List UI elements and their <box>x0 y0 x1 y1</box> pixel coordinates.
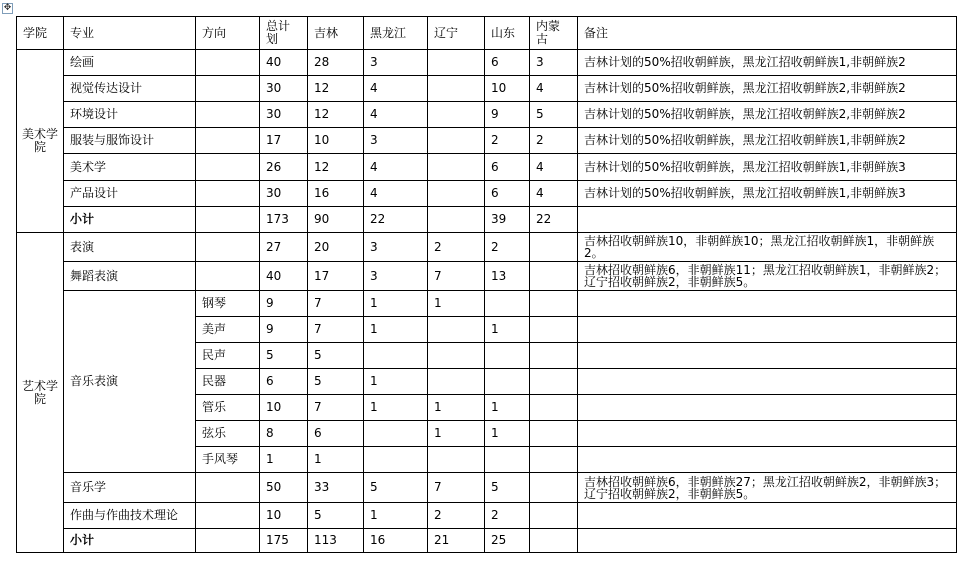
cell-note: 吉林计划的50%招收朝鲜族，黑龙江招收朝鲜族1,非朝鲜族2 <box>578 50 957 76</box>
cell-direction <box>196 128 260 154</box>
header-shandong: 山东 <box>485 17 530 50</box>
cell-jilin: 113 <box>308 529 364 553</box>
cell-total: 40 <box>260 50 308 76</box>
header-total: 总计划 <box>260 17 308 50</box>
cell-major: 作曲与作曲技术理论 <box>64 503 196 529</box>
cell-total: 30 <box>260 76 308 102</box>
cell-shandong: 2 <box>485 233 530 262</box>
cell-neimenggu <box>530 503 578 529</box>
cell-neimenggu: 4 <box>530 154 578 181</box>
cell-liaoning <box>428 343 485 369</box>
subtotal-label: 小计 <box>64 529 196 553</box>
cell-liaoning <box>428 76 485 102</box>
table-row <box>17 154 957 181</box>
cell-total: 175 <box>260 529 308 553</box>
cell-jilin: 16 <box>308 181 364 207</box>
cell-liaoning <box>428 181 485 207</box>
cell-neimenggu: 4 <box>530 181 578 207</box>
cell-shandong: 2 <box>485 503 530 529</box>
cell-total: 10 <box>260 395 308 421</box>
cell-total: 173 <box>260 207 308 233</box>
cell-note <box>578 369 957 395</box>
cell-total: 1 <box>260 447 308 473</box>
cell-heilongjiang: 1 <box>364 395 428 421</box>
cell-neimenggu: 2 <box>530 128 578 154</box>
cell-jilin: 20 <box>308 233 364 262</box>
cell-note <box>578 207 957 233</box>
cell-neimenggu <box>530 421 578 447</box>
cell-direction <box>196 154 260 181</box>
cell-neimenggu <box>530 395 578 421</box>
header-neimenggu: 内蒙古 <box>530 17 578 50</box>
cell-heilongjiang: 4 <box>364 154 428 181</box>
cell-heilongjiang: 3 <box>364 128 428 154</box>
cell-liaoning: 2 <box>428 233 485 262</box>
cell-total: 9 <box>260 317 308 343</box>
cell-heilongjiang: 5 <box>364 473 428 503</box>
cell-total: 30 <box>260 181 308 207</box>
cell-total: 40 <box>260 262 308 291</box>
cell-neimenggu <box>530 262 578 291</box>
cell-liaoning <box>428 50 485 76</box>
subtotal-row <box>17 207 957 233</box>
cell-shandong: 1 <box>485 317 530 343</box>
cell-shandong: 6 <box>485 181 530 207</box>
cell-shandong: 1 <box>485 421 530 447</box>
cell-jilin: 5 <box>308 503 364 529</box>
cell-total: 27 <box>260 233 308 262</box>
cell-jilin: 1 <box>308 447 364 473</box>
cell-note <box>578 529 957 553</box>
cell-liaoning: 7 <box>428 473 485 503</box>
cell-note <box>578 291 957 317</box>
cell-liaoning: 21 <box>428 529 485 553</box>
cell-heilongjiang: 3 <box>364 233 428 262</box>
cell-note: 吉林招收朝鲜族10，非朝鲜族10；黑龙江招收朝鲜族1，非朝鲜族2。 <box>578 233 957 262</box>
cell-heilongjiang <box>364 343 428 369</box>
college-arts: 艺术学院 <box>17 233 64 553</box>
cell-shandong: 6 <box>485 154 530 181</box>
cell-direction <box>196 50 260 76</box>
cell-note: 吉林计划的50%招收朝鲜族，黑龙江招收朝鲜族1,非朝鲜族2 <box>578 128 957 154</box>
cell-neimenggu <box>530 473 578 503</box>
cell-jilin: 17 <box>308 262 364 291</box>
cell-jilin: 12 <box>308 154 364 181</box>
cell-note: 吉林计划的50%招收朝鲜族，黑龙江招收朝鲜族2,非朝鲜族2 <box>578 102 957 128</box>
cell-major: 舞蹈表演 <box>64 262 196 291</box>
cell-neimenggu: 4 <box>530 76 578 102</box>
header-college: 学院 <box>17 17 64 50</box>
cell-note <box>578 503 957 529</box>
table-row <box>17 473 957 503</box>
subtotal-label: 小计 <box>64 207 196 233</box>
table-row <box>17 291 957 317</box>
cell-jilin: 33 <box>308 473 364 503</box>
cell-jilin: 7 <box>308 317 364 343</box>
cell-direction <box>196 529 260 553</box>
cell-neimenggu <box>530 447 578 473</box>
cell-liaoning: 7 <box>428 262 485 291</box>
cell-direction <box>196 76 260 102</box>
cell-shandong: 1 <box>485 395 530 421</box>
cell-total: 17 <box>260 128 308 154</box>
cell-neimenggu <box>530 343 578 369</box>
cell-direction <box>196 503 260 529</box>
cell-heilongjiang: 1 <box>364 369 428 395</box>
cell-jilin: 7 <box>308 291 364 317</box>
header-note: 备注 <box>578 17 957 50</box>
cell-major: 美术学 <box>64 154 196 181</box>
table-row <box>17 262 957 291</box>
cell-neimenggu <box>530 529 578 553</box>
cell-note <box>578 421 957 447</box>
cell-total: 6 <box>260 369 308 395</box>
cell-shandong: 25 <box>485 529 530 553</box>
cell-direction: 钢琴 <box>196 291 260 317</box>
table-row <box>17 233 957 262</box>
cell-liaoning <box>428 102 485 128</box>
subtotal-row <box>17 529 957 553</box>
cell-liaoning <box>428 447 485 473</box>
cell-heilongjiang: 1 <box>364 503 428 529</box>
cell-direction <box>196 102 260 128</box>
cell-direction: 民声 <box>196 343 260 369</box>
cell-liaoning <box>428 154 485 181</box>
cell-neimenggu <box>530 369 578 395</box>
cell-shandong: 39 <box>485 207 530 233</box>
cell-major: 环境设计 <box>64 102 196 128</box>
cell-direction: 管乐 <box>196 395 260 421</box>
header-direction: 方向 <box>196 17 260 50</box>
cell-major: 视觉传达设计 <box>64 76 196 102</box>
cell-jilin: 28 <box>308 50 364 76</box>
enrollment-plan-table <box>16 16 957 553</box>
cell-note: 吉林招收朝鲜族6，非朝鲜族11；黑龙江招收朝鲜族1，非朝鲜族2；辽宁招收朝鲜族2，非朝鲜族5。 <box>578 262 957 291</box>
cell-heilongjiang: 4 <box>364 181 428 207</box>
cell-note <box>578 317 957 343</box>
cell-heilongjiang <box>364 447 428 473</box>
cell-jilin: 5 <box>308 343 364 369</box>
cell-heilongjiang: 3 <box>364 262 428 291</box>
cell-major: 音乐表演 <box>64 291 196 473</box>
cell-direction <box>196 262 260 291</box>
cell-shandong: 5 <box>485 473 530 503</box>
table-row <box>17 128 957 154</box>
cell-liaoning: 2 <box>428 503 485 529</box>
cell-direction <box>196 233 260 262</box>
cell-total: 30 <box>260 102 308 128</box>
cell-total: 10 <box>260 503 308 529</box>
header-liaoning: 辽宁 <box>428 17 485 50</box>
cell-direction <box>196 473 260 503</box>
cell-neimenggu <box>530 291 578 317</box>
cell-liaoning <box>428 207 485 233</box>
cell-direction: 手风琴 <box>196 447 260 473</box>
cell-jilin: 12 <box>308 76 364 102</box>
header-heilongjiang: 黑龙江 <box>364 17 428 50</box>
table-row <box>17 76 957 102</box>
cell-major: 音乐学 <box>64 473 196 503</box>
cell-neimenggu: 22 <box>530 207 578 233</box>
cell-shandong <box>485 447 530 473</box>
cell-direction: 美声 <box>196 317 260 343</box>
cell-direction <box>196 207 260 233</box>
cell-note: 吉林招收朝鲜族6，非朝鲜族27；黑龙江招收朝鲜族2，非朝鲜族3；辽宁招收朝鲜族2，非朝鲜族5。 <box>578 473 957 503</box>
cell-direction: 民器 <box>196 369 260 395</box>
cell-heilongjiang: 1 <box>364 291 428 317</box>
cell-jilin: 10 <box>308 128 364 154</box>
table-row <box>17 181 957 207</box>
cell-heilongjiang: 22 <box>364 207 428 233</box>
cell-note: 吉林计划的50%招收朝鲜族，黑龙江招收朝鲜族1,非朝鲜族3 <box>578 181 957 207</box>
cell-neimenggu: 3 <box>530 50 578 76</box>
cell-heilongjiang: 16 <box>364 529 428 553</box>
cell-heilongjiang: 3 <box>364 50 428 76</box>
cell-shandong: 13 <box>485 262 530 291</box>
cell-total: 8 <box>260 421 308 447</box>
cell-heilongjiang: 4 <box>364 102 428 128</box>
cell-note <box>578 447 957 473</box>
cell-liaoning <box>428 128 485 154</box>
cell-shandong: 2 <box>485 128 530 154</box>
cell-shandong <box>485 291 530 317</box>
college-art: 美术学院 <box>17 50 64 233</box>
cell-total: 26 <box>260 154 308 181</box>
cell-liaoning <box>428 369 485 395</box>
cell-shandong: 6 <box>485 50 530 76</box>
cell-major: 产品设计 <box>64 181 196 207</box>
cell-heilongjiang <box>364 421 428 447</box>
header-jilin: 吉林 <box>308 17 364 50</box>
cell-jilin: 12 <box>308 102 364 128</box>
cell-neimenggu <box>530 233 578 262</box>
cell-total: 50 <box>260 473 308 503</box>
cell-jilin: 5 <box>308 369 364 395</box>
cell-heilongjiang: 1 <box>364 317 428 343</box>
cell-note <box>578 395 957 421</box>
cell-direction: 弦乐 <box>196 421 260 447</box>
cell-major: 表演 <box>64 233 196 262</box>
cell-total: 9 <box>260 291 308 317</box>
table-row <box>17 503 957 529</box>
cell-note: 吉林计划的50%招收朝鲜族，黑龙江招收朝鲜族2,非朝鲜族2 <box>578 76 957 102</box>
header-major: 专业 <box>64 17 196 50</box>
cell-liaoning: 1 <box>428 395 485 421</box>
cell-note <box>578 343 957 369</box>
cell-heilongjiang: 4 <box>364 76 428 102</box>
cell-shandong: 10 <box>485 76 530 102</box>
cell-major: 绘画 <box>64 50 196 76</box>
cell-neimenggu <box>530 317 578 343</box>
cell-major: 服装与服饰设计 <box>64 128 196 154</box>
cell-liaoning: 1 <box>428 421 485 447</box>
cell-jilin: 7 <box>308 395 364 421</box>
cell-note: 吉林计划的50%招收朝鲜族，黑龙江招收朝鲜族1,非朝鲜族3 <box>578 154 957 181</box>
cell-jilin: 6 <box>308 421 364 447</box>
table-move-anchor-icon[interactable]: ✥ <box>3 3 12 13</box>
table-row <box>17 102 957 128</box>
header-row <box>17 17 957 50</box>
cell-total: 5 <box>260 343 308 369</box>
cell-shandong: 9 <box>485 102 530 128</box>
cell-liaoning <box>428 317 485 343</box>
cell-liaoning: 1 <box>428 291 485 317</box>
cell-direction <box>196 181 260 207</box>
cell-neimenggu: 5 <box>530 102 578 128</box>
table-row <box>17 50 957 76</box>
cell-jilin: 90 <box>308 207 364 233</box>
cell-shandong <box>485 369 530 395</box>
cell-shandong <box>485 343 530 369</box>
